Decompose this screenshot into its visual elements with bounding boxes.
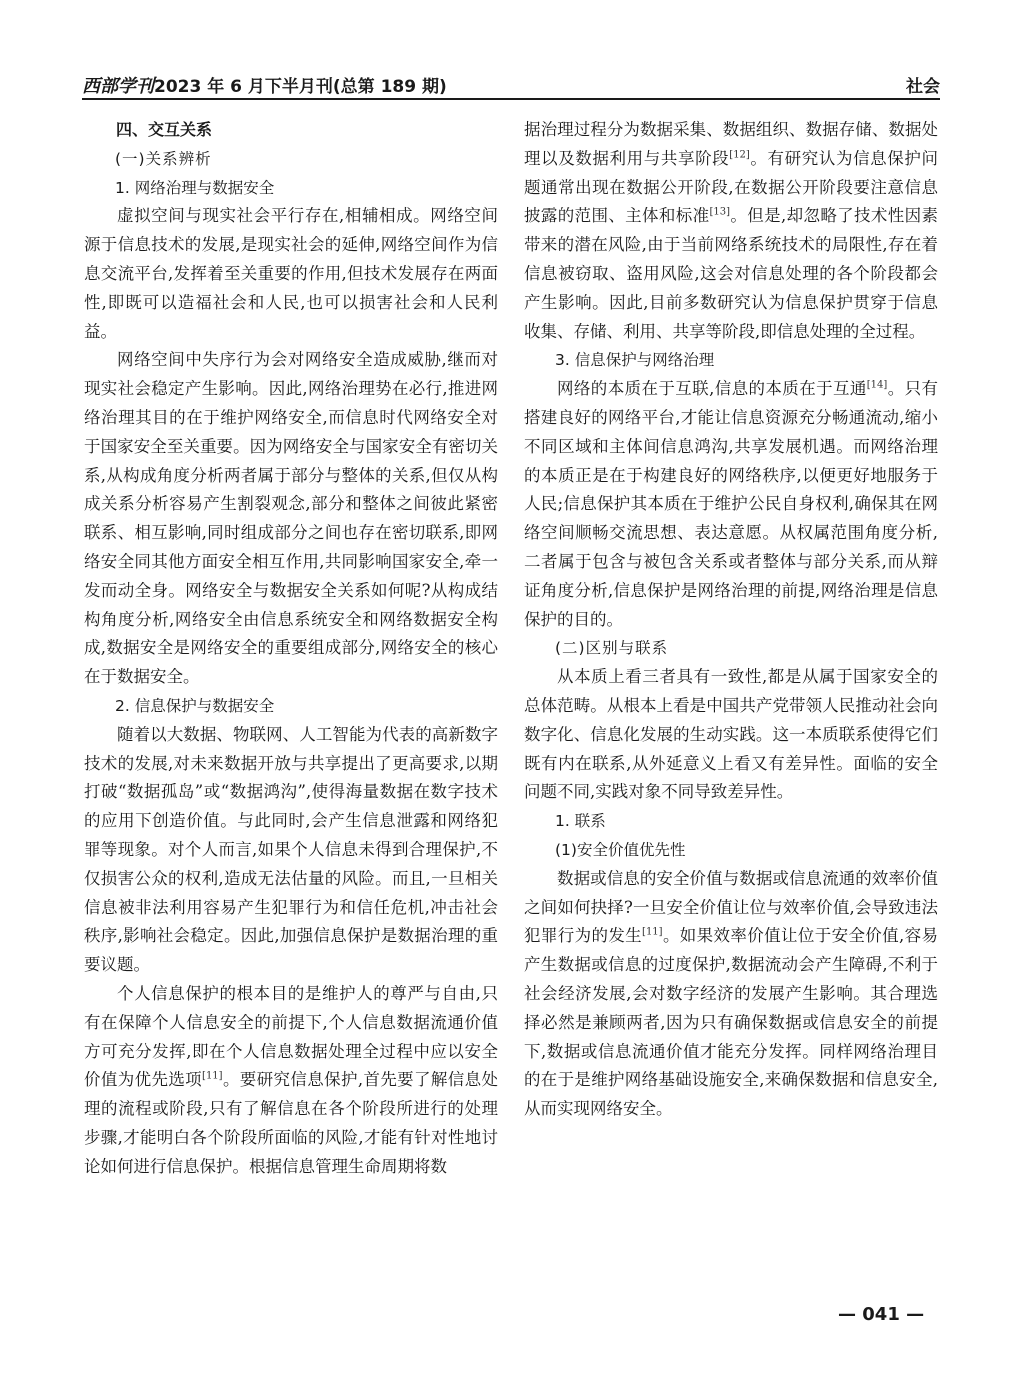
- section-name: 社会: [906, 77, 940, 97]
- paragraph-text: 个人信息保护的根本目的是维护人的尊严与自由,只有在保障个人信息安全的前提下,个人信息数据流通价值方可充分发挥,即在个人信息数据处理全过程中应以安全价值为优先选项: [84, 983, 498, 1090]
- paragraph-text: 据治理过程分为数据采集、数据组织、数据存储、数据处理以及数据利用与共享阶段: [524, 120, 938, 168]
- citation-marker[interactable]: [11]: [202, 1070, 223, 1082]
- paragraph: 网络空间中失序行为会对网络安全造成威胁,继而对现实社会稳定产生影响。因此,网络治理势在必行,推进网络治理其目的在于维护网络安全,而信息时代网络安全对于国家安全至关重要。因为网络安全与国家安全有密切关系,从构成角度分析两者属于部分与整体的关系,但仅从构成关系分析容易产生割裂观念,部分和整体之间彼此紧密联系、相互影响,同时组成部分之间也存在密切联系,即网络安全同其他方面安全相互作用,共同影响国家安全,牵一发而动全身。网络安全与数据安全关系如何呢?从构成结构角度分析,网络安全由信息系统安全和网络数据安全构成,数据安全是网络安全的重要组成部分,网络安全的核心在于数据安全。: [84, 350, 498, 687]
- paragraph: [524, 116, 938, 346]
- journal-logo: 西部学刊: [82, 76, 154, 97]
- paragraph-text: 数据或信息的安全价值与数据或信息流通的效率价值之间如何抉择?一旦安全价值让位与效率价值,会导致违法犯罪行为的发生: [524, 868, 938, 946]
- right-column: [524, 116, 938, 1124]
- paragraph: [524, 865, 938, 1124]
- numbered-heading: 2. 信息保护与数据安全: [115, 696, 275, 715]
- paragraph-text: 。只有搭建良好的网络平台,才能让信息资源充分畅通流动,缩小不同区域和主体间信息鸿沟,共享发展机遇。而网络治理的本质正是在于构建良好的网络秩序,以便更好地服务于人民;信息保护其本质在于维护公民自身权利,确保其在网络空间顺畅交流思想、表达意愿。从权属范围角度分析,二者属于包含与被包含关系或者整体与部分关系,而从辩证角度分析,信息保护是网络治理的前提,网络治理是信息保护的目的。: [524, 379, 939, 629]
- paragraph-text: 。如果效率价值让位于安全价值,容易产生数据或信息的过度保护,数据流动会产生障碍,不利于社会经济发展,会对数字经济的发展产生影响。其合理选择必然是兼顾两者,因为只有确保数据或信息安全的前提下,数据或信息流通价值才能充分发挥。同样网络治理目的在于是维护网络基础设施安全,来确保数据和信息安全,从而实现网络安全。: [524, 926, 938, 1119]
- citation-marker[interactable]: [11]: [642, 926, 663, 938]
- paragraph-text: 。有研究认为信息保护问题通常出现在数据公开阶段,在数据公开阶段要注意信息披露的范围、主体和标准: [524, 148, 939, 226]
- numbered-heading: 3. 信息保护与网络治理: [555, 351, 715, 370]
- section-heading: 四、交互关系: [116, 120, 213, 139]
- running-header: [82, 62, 940, 100]
- paragraph: 随着以大数据、物联网、人工智能为代表的高新数字技术的发展,对未来数据开放与共享提出了更高要求,以期打破“数据孤岛”或“数据鸿沟”,使得海量数据在数字技术的应用下创造价值。与此同时,会产生信息泄露和网络犯罪等现象。对个人而言,如果个人信息未得到合理保护,不仅损害公众的权利,造成无法估量的风险。而且,一旦相关信息被非法利用容易产生犯罪行为和信任危机,冲击社会秩序,影响社会稳定。因此,加强信息保护是数据治理的重要议题。: [84, 724, 498, 975]
- left-column: [84, 116, 498, 1181]
- issue-info: 2023 年 6 月下半月刊(总第 189 期): [154, 77, 447, 97]
- paragraph-text: 。要研究信息保护,首先要了解信息处理的流程或阶段,只有了解信息在各个阶段所进行的处理步骤,才能明白各个阶段所面临的风险,才能有针对性地讨论如何进行信息保护。根据信息管理生命周期将数: [84, 1070, 498, 1176]
- citation-marker[interactable]: [14]: [866, 379, 888, 391]
- citation-marker[interactable]: [13]: [709, 206, 731, 218]
- subsection-heading: (一)关系辨析: [115, 149, 212, 168]
- numbered-heading: 1. 网络治理与数据安全: [115, 178, 275, 197]
- numbered-heading: (1)安全价值优先性: [555, 840, 686, 859]
- header-rule: [82, 98, 940, 100]
- paragraph: 从本质上看三者具有一致性,都是从属于国家安全的总体范畴。从根本上看是中国共产党带领人民推动社会向数字化、信息化发展的生动实践。这一本质联系使得它们既有内在联系,从外延意义上看又有差异性。面临的安全问题不同,实践对象不同导致差异性。: [524, 667, 938, 802]
- numbered-heading: 1. 联系: [555, 812, 606, 831]
- header-journal-issue: [82, 72, 447, 98]
- paragraph: [524, 375, 938, 634]
- citation-marker[interactable]: [12]: [729, 149, 750, 161]
- paragraph: 虚拟空间与现实社会平行存在,相辅相成。网络空间源于信息技术的发展,是现实社会的延伸,网络空间作为信息交流平台,发挥着至关重要的作用,但技术发展存在两面性,即既可以造福社会和人民,也可以损害社会和人民利益。: [84, 206, 498, 341]
- paragraph-text: 网络的本质在于互联,信息的本质在于互通: [557, 379, 867, 399]
- subsection-heading: (二)区别与联系: [555, 639, 669, 658]
- paragraph-text: 。但是,却忽略了技术性因素带来的潜在风险,由于当前网络系统技术的局限性,存在着信息被窃取、盗用风险,这会对信息处理的各个阶段都会产生影响。因此,目前多数研究认为信息保护贯穿于信息收集、存储、利用、共享等阶段,即信息处理的全过程。: [524, 206, 938, 341]
- page-number: — 041 —: [838, 1304, 925, 1325]
- paragraph: [84, 980, 498, 1182]
